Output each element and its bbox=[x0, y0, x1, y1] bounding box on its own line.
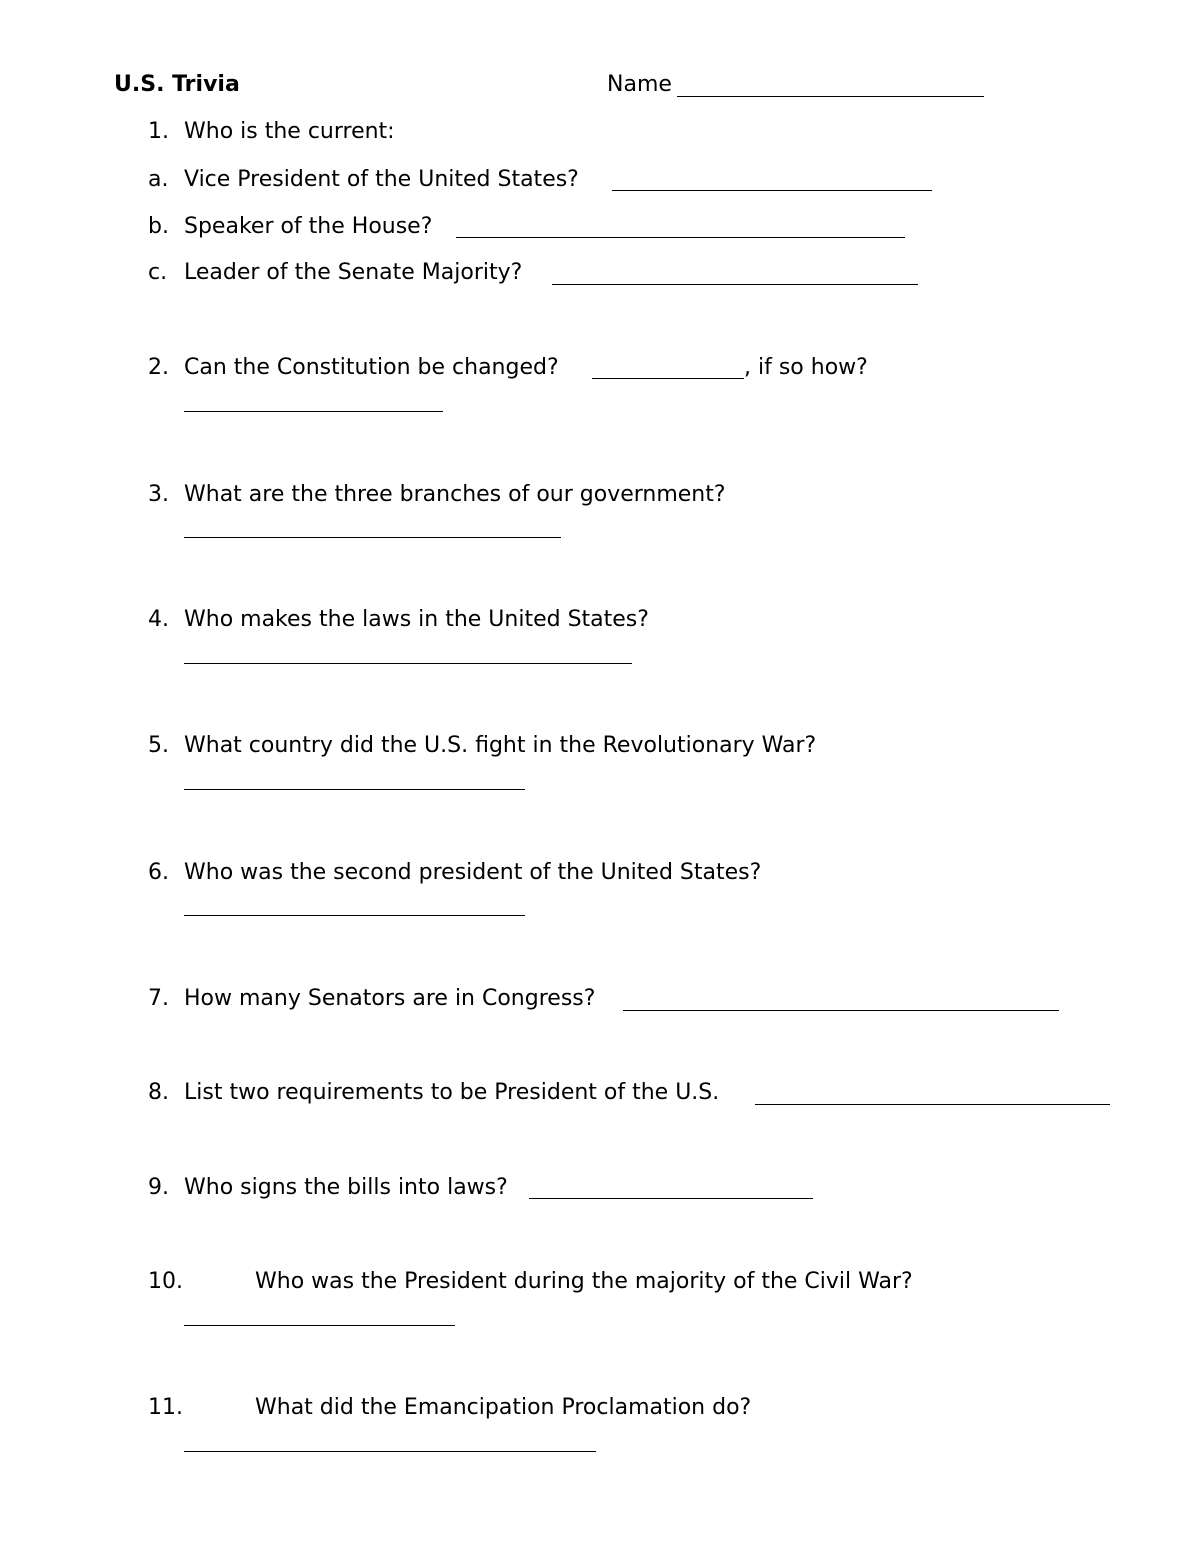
question-5-number: 5. bbox=[148, 733, 169, 758]
question-1b-text: Speaker of the House? bbox=[184, 214, 433, 239]
question-9-number: 9. bbox=[148, 1175, 169, 1200]
question-1c-answer-line[interactable] bbox=[552, 284, 918, 285]
question-7-number: 7. bbox=[148, 986, 169, 1011]
question-1a-letter: a. bbox=[148, 167, 169, 192]
question-10-answer-line[interactable] bbox=[184, 1325, 455, 1326]
question-1-text: Who is the current: bbox=[184, 119, 395, 144]
question-6-answer-line[interactable] bbox=[184, 915, 525, 916]
question-9-text: Who signs the bills into laws? bbox=[184, 1175, 508, 1200]
question-1a-text: Vice President of the United States? bbox=[184, 167, 579, 192]
question-8-number: 8. bbox=[148, 1080, 169, 1105]
question-11-number: 11. bbox=[148, 1395, 183, 1420]
question-4-text: Who makes the laws in the United States? bbox=[184, 607, 649, 632]
question-5-answer-line[interactable] bbox=[184, 789, 525, 790]
question-11-answer-line[interactable] bbox=[184, 1451, 596, 1452]
question-8-text: List two requirements to be President of the U.S. bbox=[184, 1080, 720, 1105]
question-5-text: What country did the U.S. fight in the Revolutionary War? bbox=[184, 733, 817, 758]
question-1a-answer-line[interactable] bbox=[612, 190, 932, 191]
question-4-answer-line[interactable] bbox=[184, 663, 632, 664]
question-1c-letter: c. bbox=[148, 260, 168, 285]
question-2-answer-line[interactable] bbox=[184, 411, 443, 412]
question-1c-text: Leader of the Senate Majority? bbox=[184, 260, 523, 285]
question-2-number: 2. bbox=[148, 355, 169, 380]
question-6-text: Who was the second president of the United States? bbox=[184, 860, 762, 885]
question-2-short-answer-line[interactable] bbox=[592, 378, 744, 379]
question-11-text: What did the Emancipation Proclamation do? bbox=[255, 1395, 752, 1420]
question-8-answer-line[interactable] bbox=[755, 1104, 1110, 1105]
question-3-text: What are the three branches of our government? bbox=[184, 482, 726, 507]
question-1b-letter: b. bbox=[148, 214, 169, 239]
question-10-number: 10. bbox=[148, 1269, 183, 1294]
question-4-number: 4. bbox=[148, 607, 169, 632]
question-2-followup-text: , if so how? bbox=[744, 355, 868, 380]
question-7-text: How many Senators are in Congress? bbox=[184, 986, 596, 1011]
question-1-number: 1. bbox=[148, 119, 169, 144]
question-7-answer-line[interactable] bbox=[623, 1010, 1059, 1011]
name-label: Name bbox=[607, 72, 672, 97]
name-answer-line[interactable] bbox=[677, 96, 984, 97]
question-10-text: Who was the President during the majority of the Civil War? bbox=[255, 1269, 913, 1294]
worksheet-title: U.S. Trivia bbox=[114, 72, 240, 97]
question-9-answer-line[interactable] bbox=[529, 1198, 813, 1199]
question-3-answer-line[interactable] bbox=[184, 537, 561, 538]
question-6-number: 6. bbox=[148, 860, 169, 885]
question-2-text: Can the Constitution be changed? bbox=[184, 355, 559, 380]
question-1b-answer-line[interactable] bbox=[456, 237, 905, 238]
question-3-number: 3. bbox=[148, 482, 169, 507]
